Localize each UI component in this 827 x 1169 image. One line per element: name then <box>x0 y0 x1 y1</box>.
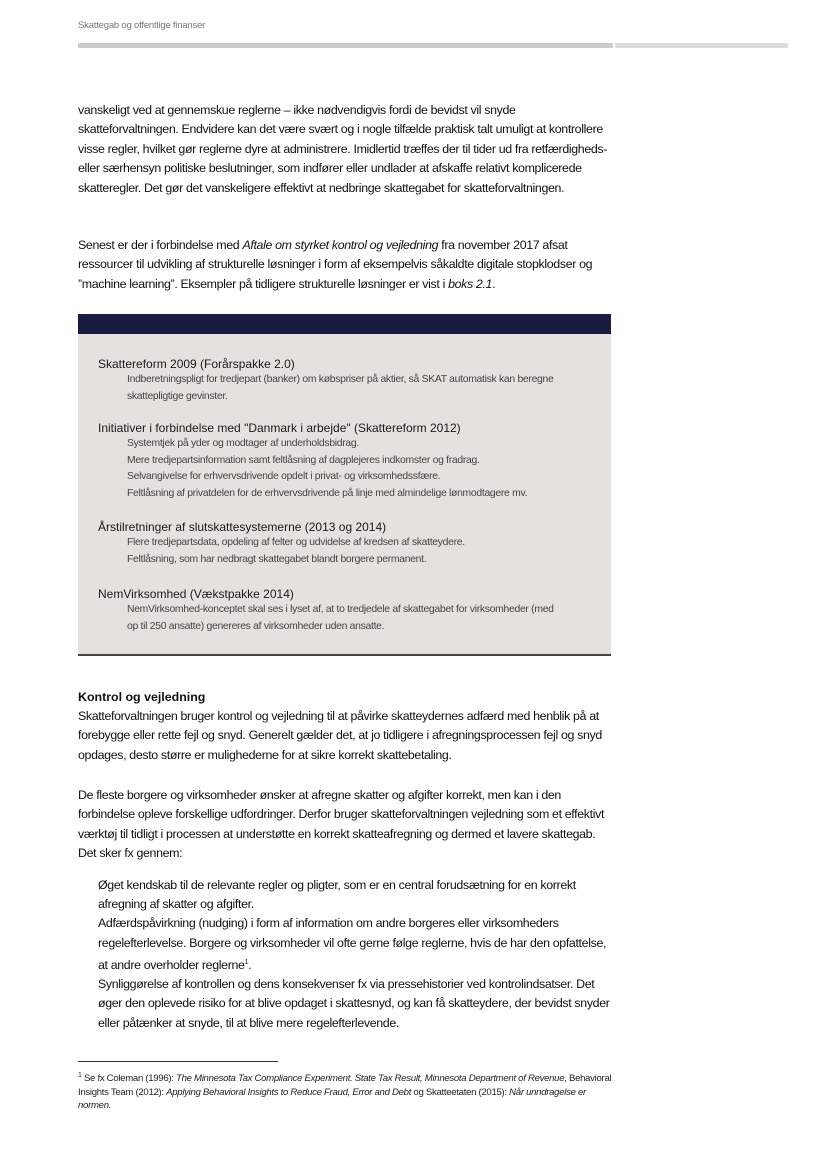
box-item-line: Mere tredjepartsinformation samt feltlåsning af dagplejeres indkomster og fradrag. <box>127 454 480 466</box>
box-item-title: Årstilretninger af slutskattesystemerne (2013 og 2014) <box>98 520 387 534</box>
box-item-line: skattepligtige gevinster. <box>127 390 228 402</box>
footnote-number: 1 <box>78 1072 82 1079</box>
box-item-line: op til 250 ansatte) genereres af virksomheder uden ansatte. <box>127 620 385 632</box>
box-reference-link: boks 2.1 <box>448 276 493 291</box>
paragraph-1-container <box>78 101 613 198</box>
footnote-title: Når unndragelse er normen. <box>78 1086 586 1112</box>
box-item-1 <box>98 356 598 405</box>
box-item-title: Skattereform 2009 (Forårspakke 2.0) <box>98 357 295 371</box>
paragraph-2-container <box>78 236 613 294</box>
footnote-marker: 1 <box>244 958 249 966</box>
box-item-line: Systemtjek på yder og modtager af underholdsbidrag. <box>127 438 359 449</box>
footnote-rule <box>78 1061 278 1062</box>
footnote <box>78 1069 613 1113</box>
box-item-line: Flere tredjepartsdata, opdeling af felter og udvidelse af kredsen af skatteydere. <box>127 537 465 548</box>
paragraph-2-end: . <box>492 276 496 291</box>
list-item-2 <box>98 914 613 975</box>
box-item-line: Selvangivelse for erhvervsdrivende opdelt i privat- og virksomhedssfære. <box>127 471 441 483</box>
box-item-line: Indberetningspligt for tredjepart (banker) om købspriser på aktier, så SKAT automatisk kan beregne <box>127 374 554 385</box>
running-header: Skattegab og offentlige finanser <box>78 20 206 31</box>
paragraph-2-text: Senest er der i forbindelse med <box>78 238 243 252</box>
section-heading: Kontrol og vejledning <box>78 690 206 704</box>
footnote-text: Se fx Coleman (1996): <box>81 1073 177 1085</box>
box-item-3 <box>98 519 598 568</box>
footnote-title: The Minnesota Tax Compliance Experiment. State Tax Result, Minnesota Department of Revenue <box>176 1073 565 1085</box>
list-item-1: Øget kendskab til de relevante regler og pligter, som er en central forudsætning for en korrekt afregning af skatter og afgifter. <box>98 878 576 912</box>
box-item-4 <box>98 586 598 635</box>
paragraph-2-text-cont: fra november 2017 afsat ressourcer til udvikling af strukturelle løsninger i form af eksempelvis såkaldte digitale stopklodser og ”machine learning”. Eksempler på tidligere strukturelle løsninger er vist i <box>78 238 593 291</box>
bullet-list <box>98 876 613 1033</box>
paragraph-2 <box>78 236 613 294</box>
box-item-line: NemVirksomhed-konceptet skal ses i lyset af, at to tredjedele af skattegabet for virksomheder (med <box>127 604 554 615</box>
footnote-text: og Skatteetaten (2015): <box>411 1086 510 1098</box>
header-rule-extension <box>615 43 788 48</box>
paragraph-4: De fleste borgere og virksomheder ønsker at afregne skatter og afgifter korrekt, men kan i den forbindelse opleve forskellige udfordringer. Derfor bruger skatteforvaltningen vejledning som et effektivt værktøj til tidligt i processen at understøtte en korrekt skatteafregning og dermed et lavere skattegab. Det sker fx gennem: <box>78 788 605 861</box>
list-item-3: Synliggørelse af kontrollen og dens konsekvenser fx via pressehistorier ved kontrolindsatser. Det øger den oplevede risiko for at blive opdaget i skattesnyd, og kan få skatteydere, der bevidst snyder eller påtænker at snyde, til at blive mere regelefterlevende. <box>98 977 610 1030</box>
box-item-title: NemVirksomhed (Vækstpakke 2014) <box>98 587 294 601</box>
paragraph-4-container <box>78 786 613 864</box>
list-item-2-end: . <box>248 957 252 972</box>
paragraph-1: vanskeligt ved at gennemskue reglerne – ikke nødvendigvis fordi de bevidst vil snyde skatteforvaltningen. Endvidere kan det være svært og i nogle tilfælde praktisk talt umuligt at kontrollere visse regler, hvilket gør reglerne dyre at administrere. Imidlertid træffes der til tider ud fra retfærdigheds- eller særhensyn politiske beslutninger, som indfører eller undlader at afskaffe relativt komplicerede skatteregler. Det gør det vanskeligere effektivt at nedbringe skattegabet for skatteforvaltningen. <box>78 103 608 195</box>
paragraph-3: Skatteforvaltningen bruger kontrol og vejledning til at påvirke skatteydernes adfærd med henblik på at forebygge eller rette fejl og snyd. Generelt gælder det, at jo tidligere i afregningsprocessen fejl og snyd opdages, desto større er mulighederne for at sikre korrekt skattebetaling. <box>78 709 602 762</box>
box-item-2 <box>98 420 598 502</box>
header-rule <box>78 43 613 48</box>
list-item-2-text: Adfærdspåvirkning (nudging) i form af information om andre borgeres eller virksomheders regelefterlevelse. Borgere og virksomheder vil ofte gerne følge reglerne, hvis de har den opfattelse, at andre overholder reglerne <box>98 916 607 972</box>
agreement-title: Aftale om styrket kontrol og vejledning <box>242 238 439 252</box>
box-item-title: Initiativer i forbindelse med "Danmark i arbejde" (Skattereform 2012) <box>98 421 461 435</box>
footnote-title: Applying Behavioral Insights to Reduce Fraud, Error and Debt <box>166 1086 412 1098</box>
box-header-bar <box>78 314 611 334</box>
section-kontrol <box>78 688 613 765</box>
box-item-line: Feltlåsning af privatdelen for de erhvervsdrivende på linje med almindelige lønmodtagere mv. <box>127 487 528 499</box>
box-item-line: Feltlåsning, som har nedbragt skattegabet blandt borgere permanent. <box>127 553 427 565</box>
footnote-text: , Behavioral Insights Team (2012): <box>78 1073 612 1098</box>
info-box <box>78 334 611 656</box>
